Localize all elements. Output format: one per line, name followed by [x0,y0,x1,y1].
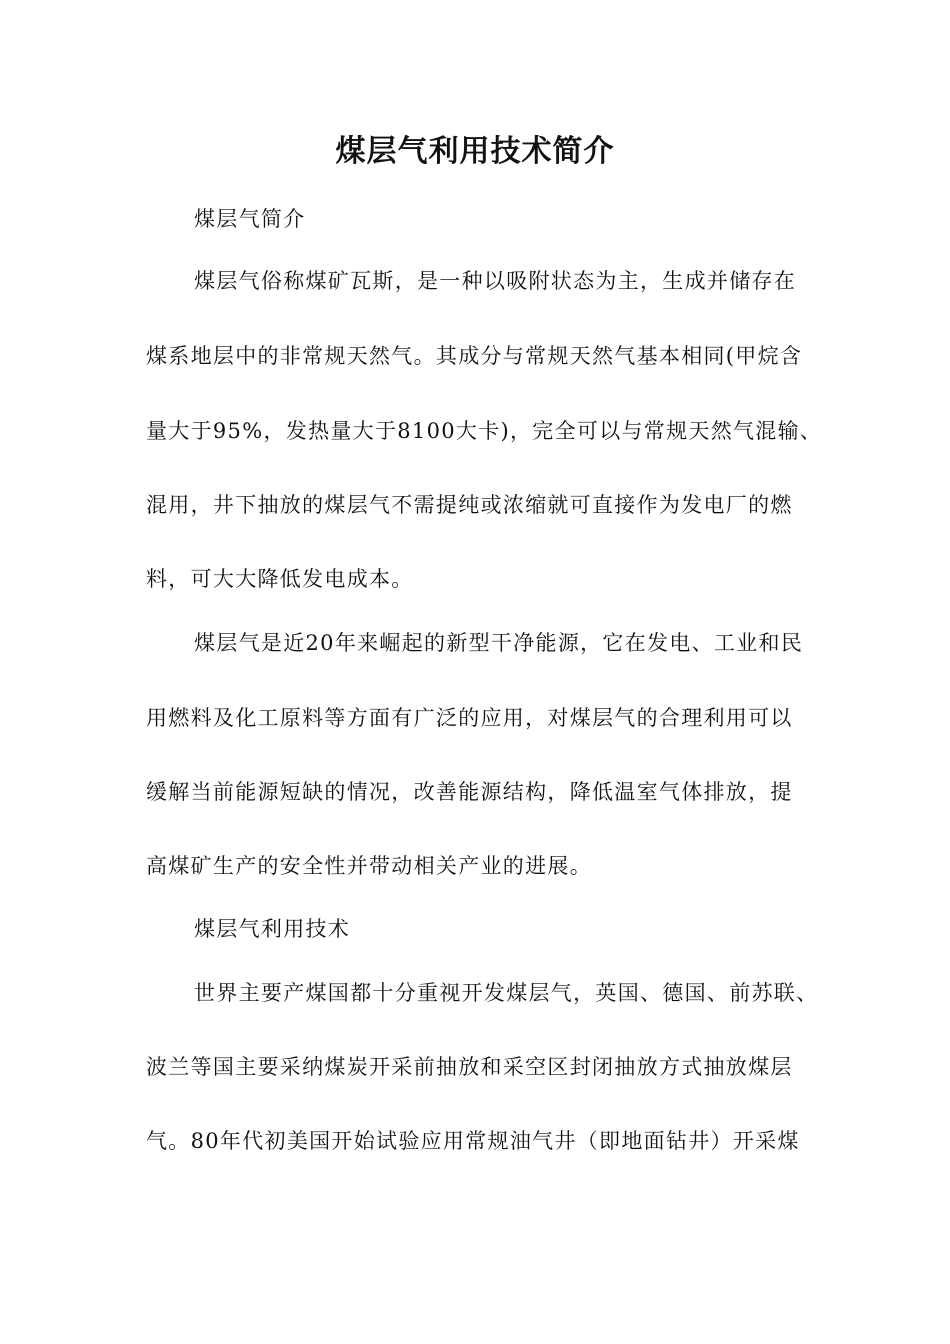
paragraph-line: 用燃料及化工原料等方面有广泛的应用，对煤层气的合理利用可以 [146,706,793,730]
paragraph-line: 高煤矿生产的安全性并带动相关产业的进展。 [146,854,592,878]
paragraph-line: 煤层气俗称煤矿瓦斯，是一种以吸附状态为主，生成并储存在 [194,269,797,293]
paragraph-line: 波兰等国主要采纳煤炭开采前抽放和采空区封闭抽放方式抽放煤层 [146,1055,793,1079]
section-heading-techniques: 煤层气利用技术 [194,917,351,941]
section-heading-intro: 煤层气简介 [194,207,306,231]
page-title: 煤层气利用技术简介 [335,134,615,169]
paragraph-line: 混用，井下抽放的煤层气不需提纯或浓缩就可直接作为发电厂的燃 [146,493,793,517]
paragraph-line: 缓解当前能源短缺的情况，改善能源结构，降低温室气体排放，提 [146,780,793,804]
paragraph-line: 世界主要产煤国都十分重视开发煤层气，英国、德国、前苏联、 [194,981,819,1005]
paragraph-line: 气。80年代初美国开始试验应用常规油气井（即地面钻井）开采煤 [146,1129,800,1153]
paragraph-line: 量大于95%，发热量大于8100大卡)，完全可以与常规天然气混输、 [146,419,823,443]
paragraph-line: 煤系地层中的非常规天然气。其成分与常规天然气基本相同(甲烷含 [146,344,803,368]
paragraph-line: 煤层气是近20年来崛起的新型干净能源，它在发电、工业和民 [194,631,804,655]
paragraph-line: 料，可大大降低发电成本。 [146,567,414,591]
